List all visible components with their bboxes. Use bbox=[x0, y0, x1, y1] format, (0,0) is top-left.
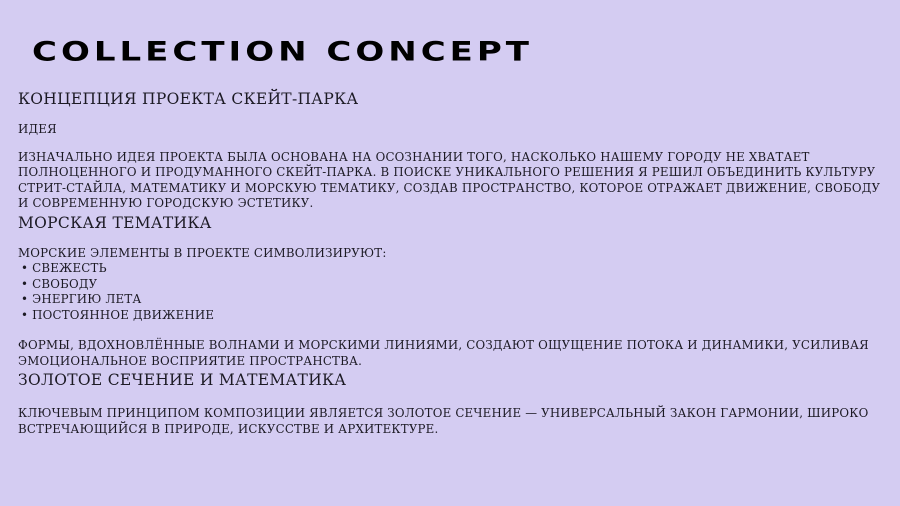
list-item: • ПОСТОЯННОЕ ДВИЖЕНИЕ bbox=[18, 308, 886, 324]
golden-heading: ЗОЛОТОЕ СЕЧЕНИЕ И МАТЕМАТИКА bbox=[18, 371, 347, 389]
list-item: • СВОБОДУ bbox=[18, 277, 886, 293]
golden-text: КЛЮЧЕВЫМ ПРИНЦИПОМ КОМПОЗИЦИИ ЯВЛЯЕТСЯ ЗОЛОТОЕ СЕЧЕНИЕ — УНИВЕРСАЛЬНЫЙ ЗАКОН ГАРМОНИИ, ШИРОКО ВСТРЕЧАЮЩИЙСЯ В ПРИРОДЕ, ИСКУССТВЕ И АРХИТЕКТУРЕ. bbox=[18, 406, 869, 436]
marine-text: ФОРМЫ, ВДОХНОВЛЁННЫЕ ВОЛНАМИ И МОРСКИМИ ЛИНИЯМИ, СОЗДАЮТ ОЩУЩЕНИЕ ПОТОКА И ДИНАМИКИ, УСИЛИВАЯ ЭМОЦИОНАЛЬНОЕ ВОСПРИЯТИЕ ПРОСТРАНСТВА. bbox=[18, 338, 869, 368]
concept-heading: КОНЦЕПЦИЯ ПРОЕКТА СКЕЙТ-ПАРКА bbox=[18, 90, 359, 108]
concept-text: ИЗНАЧАЛЬНО ИДЕЯ ПРОЕКТА БЫЛА ОСНОВАНА НА ОСОЗНАНИИ ТОГО, НАСКОЛЬКО НАШЕМУ ГОРОДУ НЕ ХВАТАЕТ ПОЛНОЦЕННОГО И ПРОДУМАННОГО СКЕЙТ-ПАРКА. В ПОИСКЕ УНИКАЛЬНОГО РЕШЕНИЯ Я РЕШИЛ ОБЪЕДИНИТЬ КУЛЬТУРУ СТРИТ-СТАЙЛА, МАТЕМАТИКУ И МОРСКУЮ ТЕМАТИКУ, СОЗДАВ ПРОСТРАНСТВО, КОТОРОЕ ОТРАЖАЕТ ДВИЖЕНИЕ, СВОБОДУ И СОВРЕМЕННУЮ ГОРОДСКУЮ ЭСТЕТИКУ. bbox=[18, 149, 881, 210]
list-item: • СВЕЖЕСТЬ bbox=[18, 261, 886, 277]
marine-intro: МОРСКИЕ ЭЛЕМЕНТЫ В ПРОЕКТЕ СИМВОЛИЗИРУЮТ: bbox=[18, 245, 387, 260]
page-title: COLLECTION CONCEPT bbox=[32, 36, 534, 68]
marine-list bbox=[18, 261, 886, 323]
marine-heading: МОРСКАЯ ТЕМАТИКА bbox=[18, 213, 212, 232]
concept-label: ИДЕЯ bbox=[18, 122, 57, 136]
slide-content bbox=[18, 88, 886, 437]
list-item: • ЭНЕРГИЮ ЛЕТА bbox=[18, 292, 886, 308]
